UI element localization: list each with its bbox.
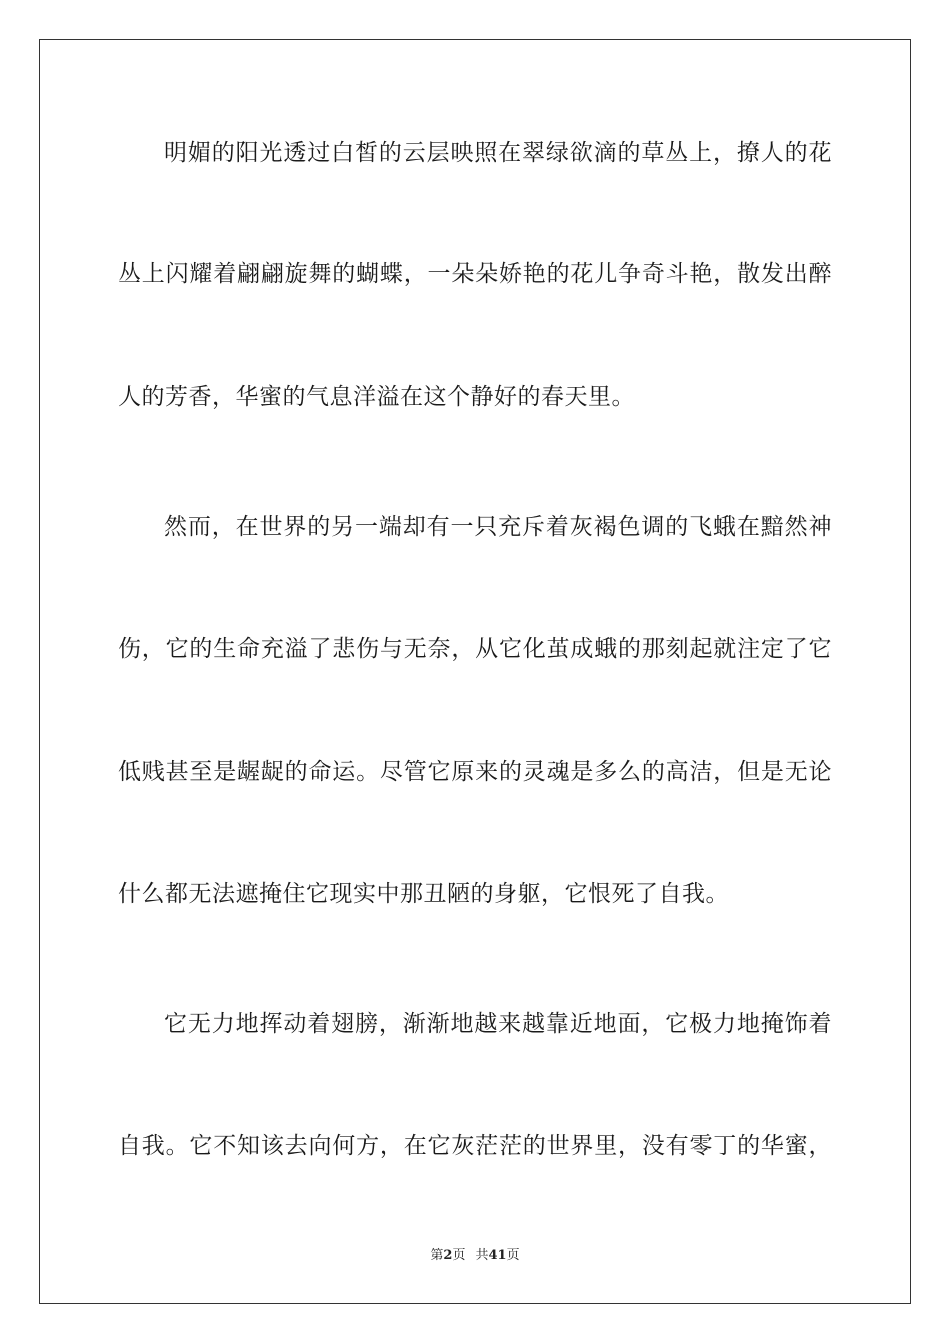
- page-number: 2: [443, 1248, 453, 1263]
- page-prefix: 第: [430, 1248, 444, 1263]
- paragraph-1-line-3: 人的芳香，华蜜的气息洋溢在这个静好的春天里。: [118, 384, 635, 410]
- paragraph-2-line-3: 低贱甚至是龌龊的命运。尽管它原来的灵魂是多么的高洁，但是无论: [118, 759, 832, 785]
- total-prefix: 共: [475, 1248, 489, 1263]
- page-border: [39, 39, 911, 1304]
- paragraph-1-line-2: 丛上闪耀着翩翩旋舞的蝴蝶，一朵朵娇艳的花儿争奇斗艳，散发出醉: [118, 261, 832, 287]
- page-footer: [0, 1247, 950, 1265]
- paragraph-2-line-2: 伤，它的生命充溢了悲伤与无奈，从它化茧成蛾的那刻起就注定了它: [118, 636, 832, 662]
- paragraph-3-line-2: 自我。它不知该去向何方，在它灰茫茫的世界里，没有零丁的华蜜，: [118, 1133, 832, 1159]
- paragraph-2-line-4: 什么都无法遮掩住它现实中那丑陋的身躯，它恨死了自我。: [118, 881, 729, 907]
- page-suffix: 页: [452, 1248, 466, 1263]
- total-pages: 41: [488, 1248, 507, 1263]
- paragraph-2-line-1: 然而，在世界的另一端却有一只充斥着灰褐色调的飞蛾在黯然神: [164, 514, 832, 540]
- paragraph-1-line-1: 明媚的阳光透过白皙的云层映照在翠绿欲滴的草丛上，撩人的花: [164, 140, 832, 166]
- total-suffix: 页: [506, 1248, 520, 1263]
- paragraph-3-line-1: 它无力地挥动着翅膀，渐渐地越来越靠近地面，它极力地掩饰着: [164, 1011, 832, 1037]
